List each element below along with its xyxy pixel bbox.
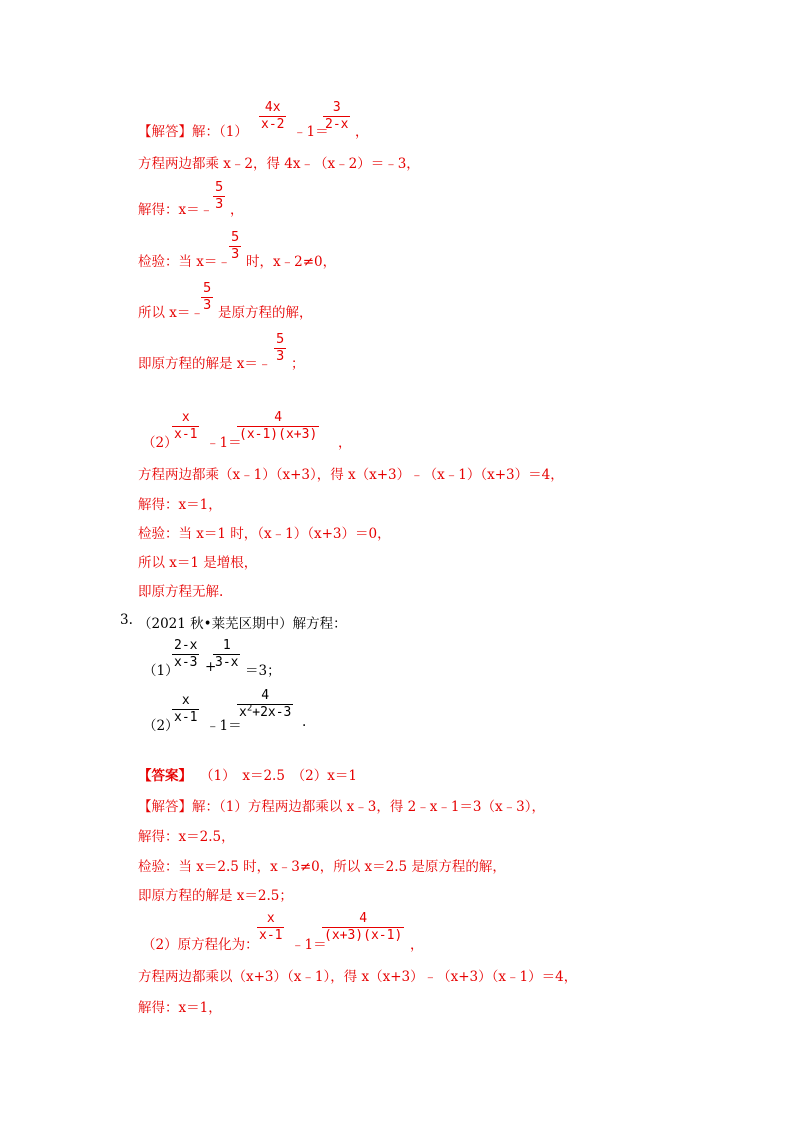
- fraction: 5 3: [215, 180, 224, 212]
- solution-line: 解得：x＝2.5，: [138, 829, 235, 845]
- fraction: 5 3: [276, 332, 285, 364]
- solution-line: 检验：当 x＝2.5 时，x﹣3≠0，所以 x＝2.5 是原方程的解，: [138, 859, 506, 875]
- fraction: 4 (x+3)(x-1): [324, 911, 403, 943]
- question-number: 3.: [120, 612, 133, 628]
- solution-line: 即原方程无解.: [138, 584, 224, 600]
- fraction: 2-x x-3: [174, 638, 198, 670]
- fraction: x x-1: [174, 410, 198, 442]
- fraction: 5 3: [203, 281, 212, 313]
- fraction: 4 (x-1)(x+3): [239, 410, 318, 442]
- question-title: （2021 秋•莱芜区期中）解方程：: [138, 616, 347, 632]
- solution-line: 即原方程的解是 x＝2.5；: [138, 888, 293, 904]
- fraction: 1 3-x: [215, 638, 239, 670]
- solution-line: 解得：x＝1，: [138, 1000, 222, 1016]
- solution-line: 检验：当 x＝1 时，（x﹣1）（x+3）＝0，: [138, 526, 391, 542]
- fraction: x x-1: [174, 693, 198, 725]
- solution-line: 方程两边都乘以（x+3）（x﹣1），得 x（x+3）﹣（x+3）（x﹣1）＝4，: [138, 969, 578, 985]
- answer-text: （1） x＝2.5 （2）x＝1: [200, 768, 357, 784]
- solution-line: 所以 x＝1 是增根，: [138, 555, 258, 571]
- answer-label: 【答案】: [138, 768, 192, 784]
- solution-line: 方程两边都乘 x﹣2，得 4x﹣（x﹣2）＝﹣3，: [138, 156, 420, 172]
- fraction: 4x x-2: [261, 100, 285, 132]
- solution-line: 解得：x＝1，: [138, 497, 222, 513]
- solution-line: 方程两边都乘（x﹣1）（x+3），得 x（x+3）﹣（x﹣1）（x+3）＝4，: [138, 467, 564, 483]
- fraction: 3 2-x: [325, 100, 349, 132]
- solution-line: 【解答】解：（1）方程两边都乘以 x﹣3，得 2﹣x﹣1＝3（x﹣3），: [138, 799, 545, 815]
- fraction: 5 3: [231, 230, 240, 262]
- fraction: 4 $x^2+2x-3$: [239, 688, 292, 720]
- solution-label: 【解答】解：（1）: [138, 124, 248, 140]
- fraction: x x-1: [259, 911, 283, 943]
